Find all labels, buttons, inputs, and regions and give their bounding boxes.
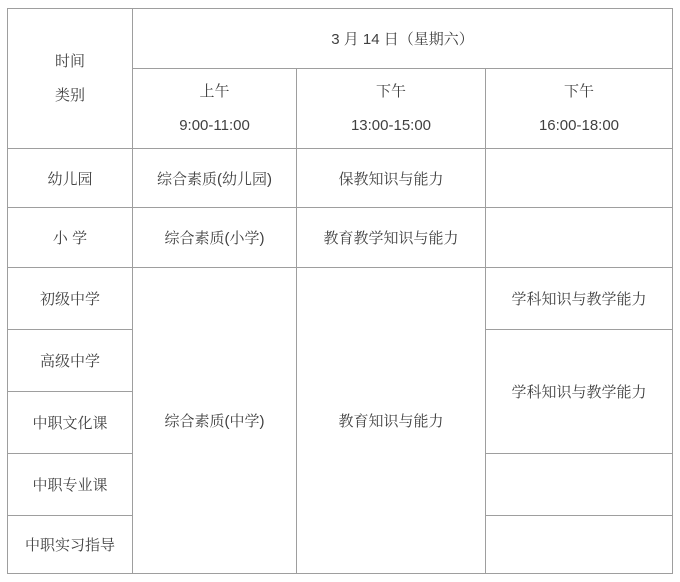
category-cell-senior-middle: 高级中学 bbox=[8, 330, 133, 392]
session-period-label: 下午 bbox=[563, 82, 594, 100]
category-cell-vocational-professional: 中职专业课 bbox=[8, 454, 133, 516]
session-time-label: 16:00-18:00 bbox=[538, 116, 620, 134]
corner-category-label: 类别 bbox=[54, 86, 85, 104]
subject-cell-merged-morning: 综合素质(中学) bbox=[133, 268, 297, 574]
subject-cell-empty bbox=[486, 454, 673, 516]
category-cell-primary: 小 学 bbox=[8, 208, 133, 268]
date-header-cell: 3 月 14 日（星期六） bbox=[133, 9, 673, 69]
table-row-kindergarten bbox=[8, 149, 673, 208]
subject-cell-empty bbox=[486, 516, 673, 574]
category-cell-vocational-culture: 中职文化课 bbox=[8, 392, 133, 454]
session-header-afternoon1 bbox=[297, 69, 486, 149]
session-period-label: 下午 bbox=[375, 82, 406, 100]
subject-cell-merged-afternoon2: 学科知识与教学能力 bbox=[486, 330, 673, 454]
session-period-label: 上午 bbox=[199, 82, 230, 100]
category-cell-junior-middle: 初级中学 bbox=[8, 268, 133, 330]
subject-cell: 综合素质(小学) bbox=[133, 208, 297, 268]
subject-cell: 教育教学知识与能力 bbox=[297, 208, 486, 268]
session-time-label: 13:00-15:00 bbox=[350, 116, 432, 134]
category-cell-kindergarten: 幼儿园 bbox=[8, 149, 133, 208]
session-header-morning bbox=[133, 69, 297, 149]
session-header-afternoon2 bbox=[486, 69, 673, 149]
session-time-label: 9:00-11:00 bbox=[179, 116, 250, 134]
subject-cell-empty bbox=[486, 149, 673, 208]
subject-cell: 学科知识与教学能力 bbox=[486, 268, 673, 330]
subject-cell-merged-afternoon1: 教育知识与能力 bbox=[297, 268, 486, 574]
corner-header-cell bbox=[8, 9, 133, 149]
subject-cell: 综合素质(幼儿园) bbox=[133, 149, 297, 208]
subject-cell-empty bbox=[486, 208, 673, 268]
table-row-primary bbox=[8, 208, 673, 268]
subject-cell: 保教知识与能力 bbox=[297, 149, 486, 208]
table-row-junior-middle bbox=[8, 268, 673, 330]
category-cell-vocational-internship: 中职实习指导 bbox=[8, 516, 133, 574]
exam-schedule-table bbox=[7, 8, 673, 574]
corner-time-label: 时间 bbox=[54, 52, 85, 70]
